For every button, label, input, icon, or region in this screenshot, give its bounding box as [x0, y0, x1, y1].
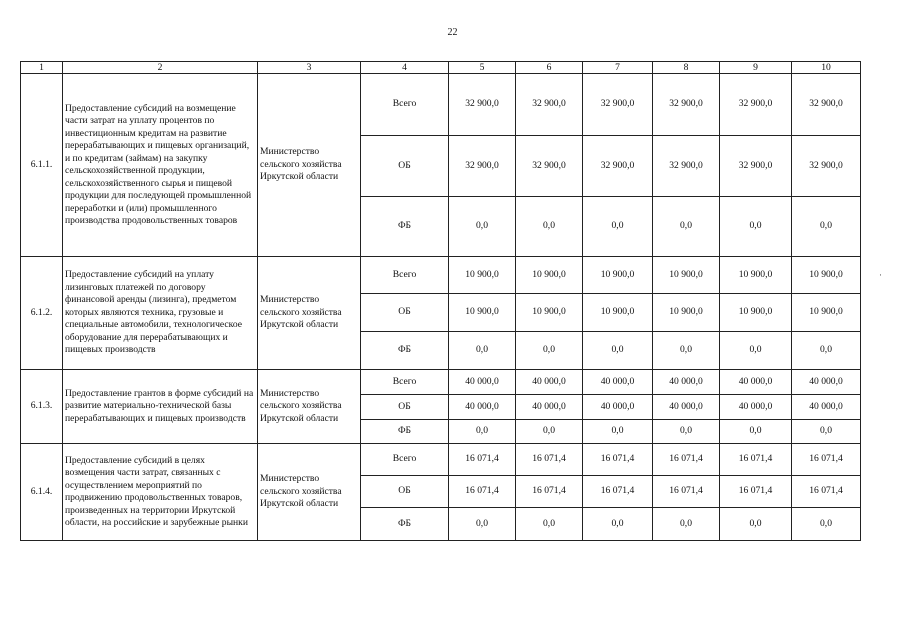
item-description: Предоставление грантов в форме субсидий на развитие материально-технической базы перерабатывающих и пищевых производств [63, 370, 258, 444]
amount-cell: 0,0 [583, 197, 653, 257]
amount-cell: 32 900,0 [583, 74, 653, 136]
amount-cell: 32 900,0 [720, 136, 792, 197]
amount-cell: 10 900,0 [653, 257, 720, 294]
item-number: 6.1.3. [21, 370, 63, 444]
amount-cell: 0,0 [449, 197, 516, 257]
amount-cell: 32 900,0 [583, 136, 653, 197]
amount-cell: 32 900,0 [516, 74, 583, 136]
funding-source: Всего [361, 74, 449, 136]
amount-cell: 0,0 [792, 332, 861, 370]
column-header: 5 [449, 62, 516, 74]
amount-cell: 0,0 [516, 197, 583, 257]
amount-cell: 16 071,4 [449, 476, 516, 508]
amount-cell: 32 900,0 [792, 74, 861, 136]
amount-cell: 40 000,0 [720, 395, 792, 420]
table-row [21, 74, 861, 136]
budget-table [20, 61, 861, 541]
funding-source: ФБ [361, 420, 449, 444]
amount-cell: 0,0 [583, 420, 653, 444]
amount-cell: 0,0 [653, 508, 720, 541]
margin-mark: · [879, 270, 882, 280]
amount-cell: 0,0 [583, 508, 653, 541]
amount-cell: 16 071,4 [720, 476, 792, 508]
table-row [21, 370, 861, 395]
amount-cell: 16 071,4 [653, 476, 720, 508]
column-header: 2 [63, 62, 258, 74]
amount-cell: 40 000,0 [653, 395, 720, 420]
amount-cell: 0,0 [583, 332, 653, 370]
amount-cell: 0,0 [720, 508, 792, 541]
amount-cell: 10 900,0 [516, 257, 583, 294]
funding-source: ФБ [361, 197, 449, 257]
funding-source: ОБ [361, 136, 449, 197]
amount-cell: 10 900,0 [516, 294, 583, 332]
column-header: 4 [361, 62, 449, 74]
amount-cell: 0,0 [449, 420, 516, 444]
item-number: 6.1.1. [21, 74, 63, 257]
amount-cell: 0,0 [792, 420, 861, 444]
amount-cell: 10 900,0 [653, 294, 720, 332]
amount-cell: 32 900,0 [449, 136, 516, 197]
amount-cell: 0,0 [516, 420, 583, 444]
amount-cell: 0,0 [720, 197, 792, 257]
funding-source: Всего [361, 444, 449, 476]
page-number: 22 [447, 27, 458, 38]
item-description: Предоставление субсидий в целях возмещения части затрат, связанных с осуществлением мероприятий по продвижению продовольственных товаров, произведенных на территории Иркутской области, на российские и зарубежные рынки [63, 444, 258, 541]
amount-cell: 0,0 [720, 420, 792, 444]
amount-cell: 0,0 [516, 332, 583, 370]
amount-cell: 10 900,0 [449, 294, 516, 332]
amount-cell: 32 900,0 [792, 136, 861, 197]
amount-cell: 32 900,0 [653, 74, 720, 136]
amount-cell: 16 071,4 [720, 444, 792, 476]
funding-source: Всего [361, 370, 449, 395]
column-header: 1 [21, 62, 63, 74]
amount-cell: 16 071,4 [583, 476, 653, 508]
amount-cell: 40 000,0 [792, 370, 861, 395]
responsible-ministry: Министерство сельского хозяйства Иркутской области [258, 257, 361, 370]
column-header: 8 [653, 62, 720, 74]
amount-cell: 10 900,0 [792, 257, 861, 294]
amount-cell: 16 071,4 [516, 444, 583, 476]
amount-cell: 0,0 [720, 332, 792, 370]
amount-cell: 10 900,0 [583, 257, 653, 294]
amount-cell: 40 000,0 [449, 395, 516, 420]
amount-cell: 16 071,4 [792, 476, 861, 508]
amount-cell: 40 000,0 [583, 370, 653, 395]
table-row [21, 444, 861, 476]
amount-cell: 0,0 [516, 508, 583, 541]
funding-source: ОБ [361, 395, 449, 420]
funding-source: ФБ [361, 508, 449, 541]
amount-cell: 10 900,0 [583, 294, 653, 332]
header-row [21, 62, 861, 74]
amount-cell: 40 000,0 [583, 395, 653, 420]
amount-cell: 40 000,0 [720, 370, 792, 395]
amount-cell: 10 900,0 [720, 257, 792, 294]
column-header: 10 [792, 62, 861, 74]
amount-cell: 40 000,0 [449, 370, 516, 395]
amount-cell: 16 071,4 [583, 444, 653, 476]
funding-source: ОБ [361, 476, 449, 508]
amount-cell: 0,0 [653, 332, 720, 370]
amount-cell: 0,0 [449, 508, 516, 541]
amount-cell: 40 000,0 [653, 370, 720, 395]
item-number: 6.1.2. [21, 257, 63, 370]
amount-cell: 0,0 [653, 197, 720, 257]
amount-cell: 10 900,0 [720, 294, 792, 332]
responsible-ministry: Министерство сельского хозяйства Иркутской области [258, 370, 361, 444]
amount-cell: 32 900,0 [720, 74, 792, 136]
amount-cell: 32 900,0 [516, 136, 583, 197]
amount-cell: 10 900,0 [792, 294, 861, 332]
item-number: 6.1.4. [21, 444, 63, 541]
amount-cell: 0,0 [653, 420, 720, 444]
amount-cell: 0,0 [792, 508, 861, 541]
item-description: Предоставление субсидий на возмещение части затрат на уплату процентов по инвестиционным кредитам на развитие перерабатывающих и пищевых организаций, и по кредитам (займам) на закупку сельскохозяйственной продукции, сельскохозяйственного сырья и пищевой продукции для последующей промышленной переработки и (или) промышленного производства продовольственных товаров [63, 74, 258, 257]
responsible-ministry: Министерство сельского хозяйства Иркутской области [258, 444, 361, 541]
amount-cell: 32 900,0 [449, 74, 516, 136]
amount-cell: 40 000,0 [516, 370, 583, 395]
amount-cell: 40 000,0 [516, 395, 583, 420]
column-header: 6 [516, 62, 583, 74]
responsible-ministry: Министерство сельского хозяйства Иркутской области [258, 74, 361, 257]
funding-source: ОБ [361, 294, 449, 332]
funding-source: Всего [361, 257, 449, 294]
amount-cell: 16 071,4 [449, 444, 516, 476]
funding-source: ФБ [361, 332, 449, 370]
amount-cell: 10 900,0 [449, 257, 516, 294]
column-header: 9 [720, 62, 792, 74]
amount-cell: 16 071,4 [792, 444, 861, 476]
amount-cell: 32 900,0 [653, 136, 720, 197]
column-header: 3 [258, 62, 361, 74]
item-description: Предоставление субсидий на уплату лизинговых платежей по договору финансовой аренды (лизинга), предметом которых являются техника, грузовые и специальные автомобили, технологическое оборудование для перерабатывающих и пищевых производств [63, 257, 258, 370]
column-header: 7 [583, 62, 653, 74]
amount-cell: 40 000,0 [792, 395, 861, 420]
amount-cell: 16 071,4 [516, 476, 583, 508]
table-row [21, 257, 861, 294]
amount-cell: 16 071,4 [653, 444, 720, 476]
amount-cell: 0,0 [792, 197, 861, 257]
amount-cell: 0,0 [449, 332, 516, 370]
